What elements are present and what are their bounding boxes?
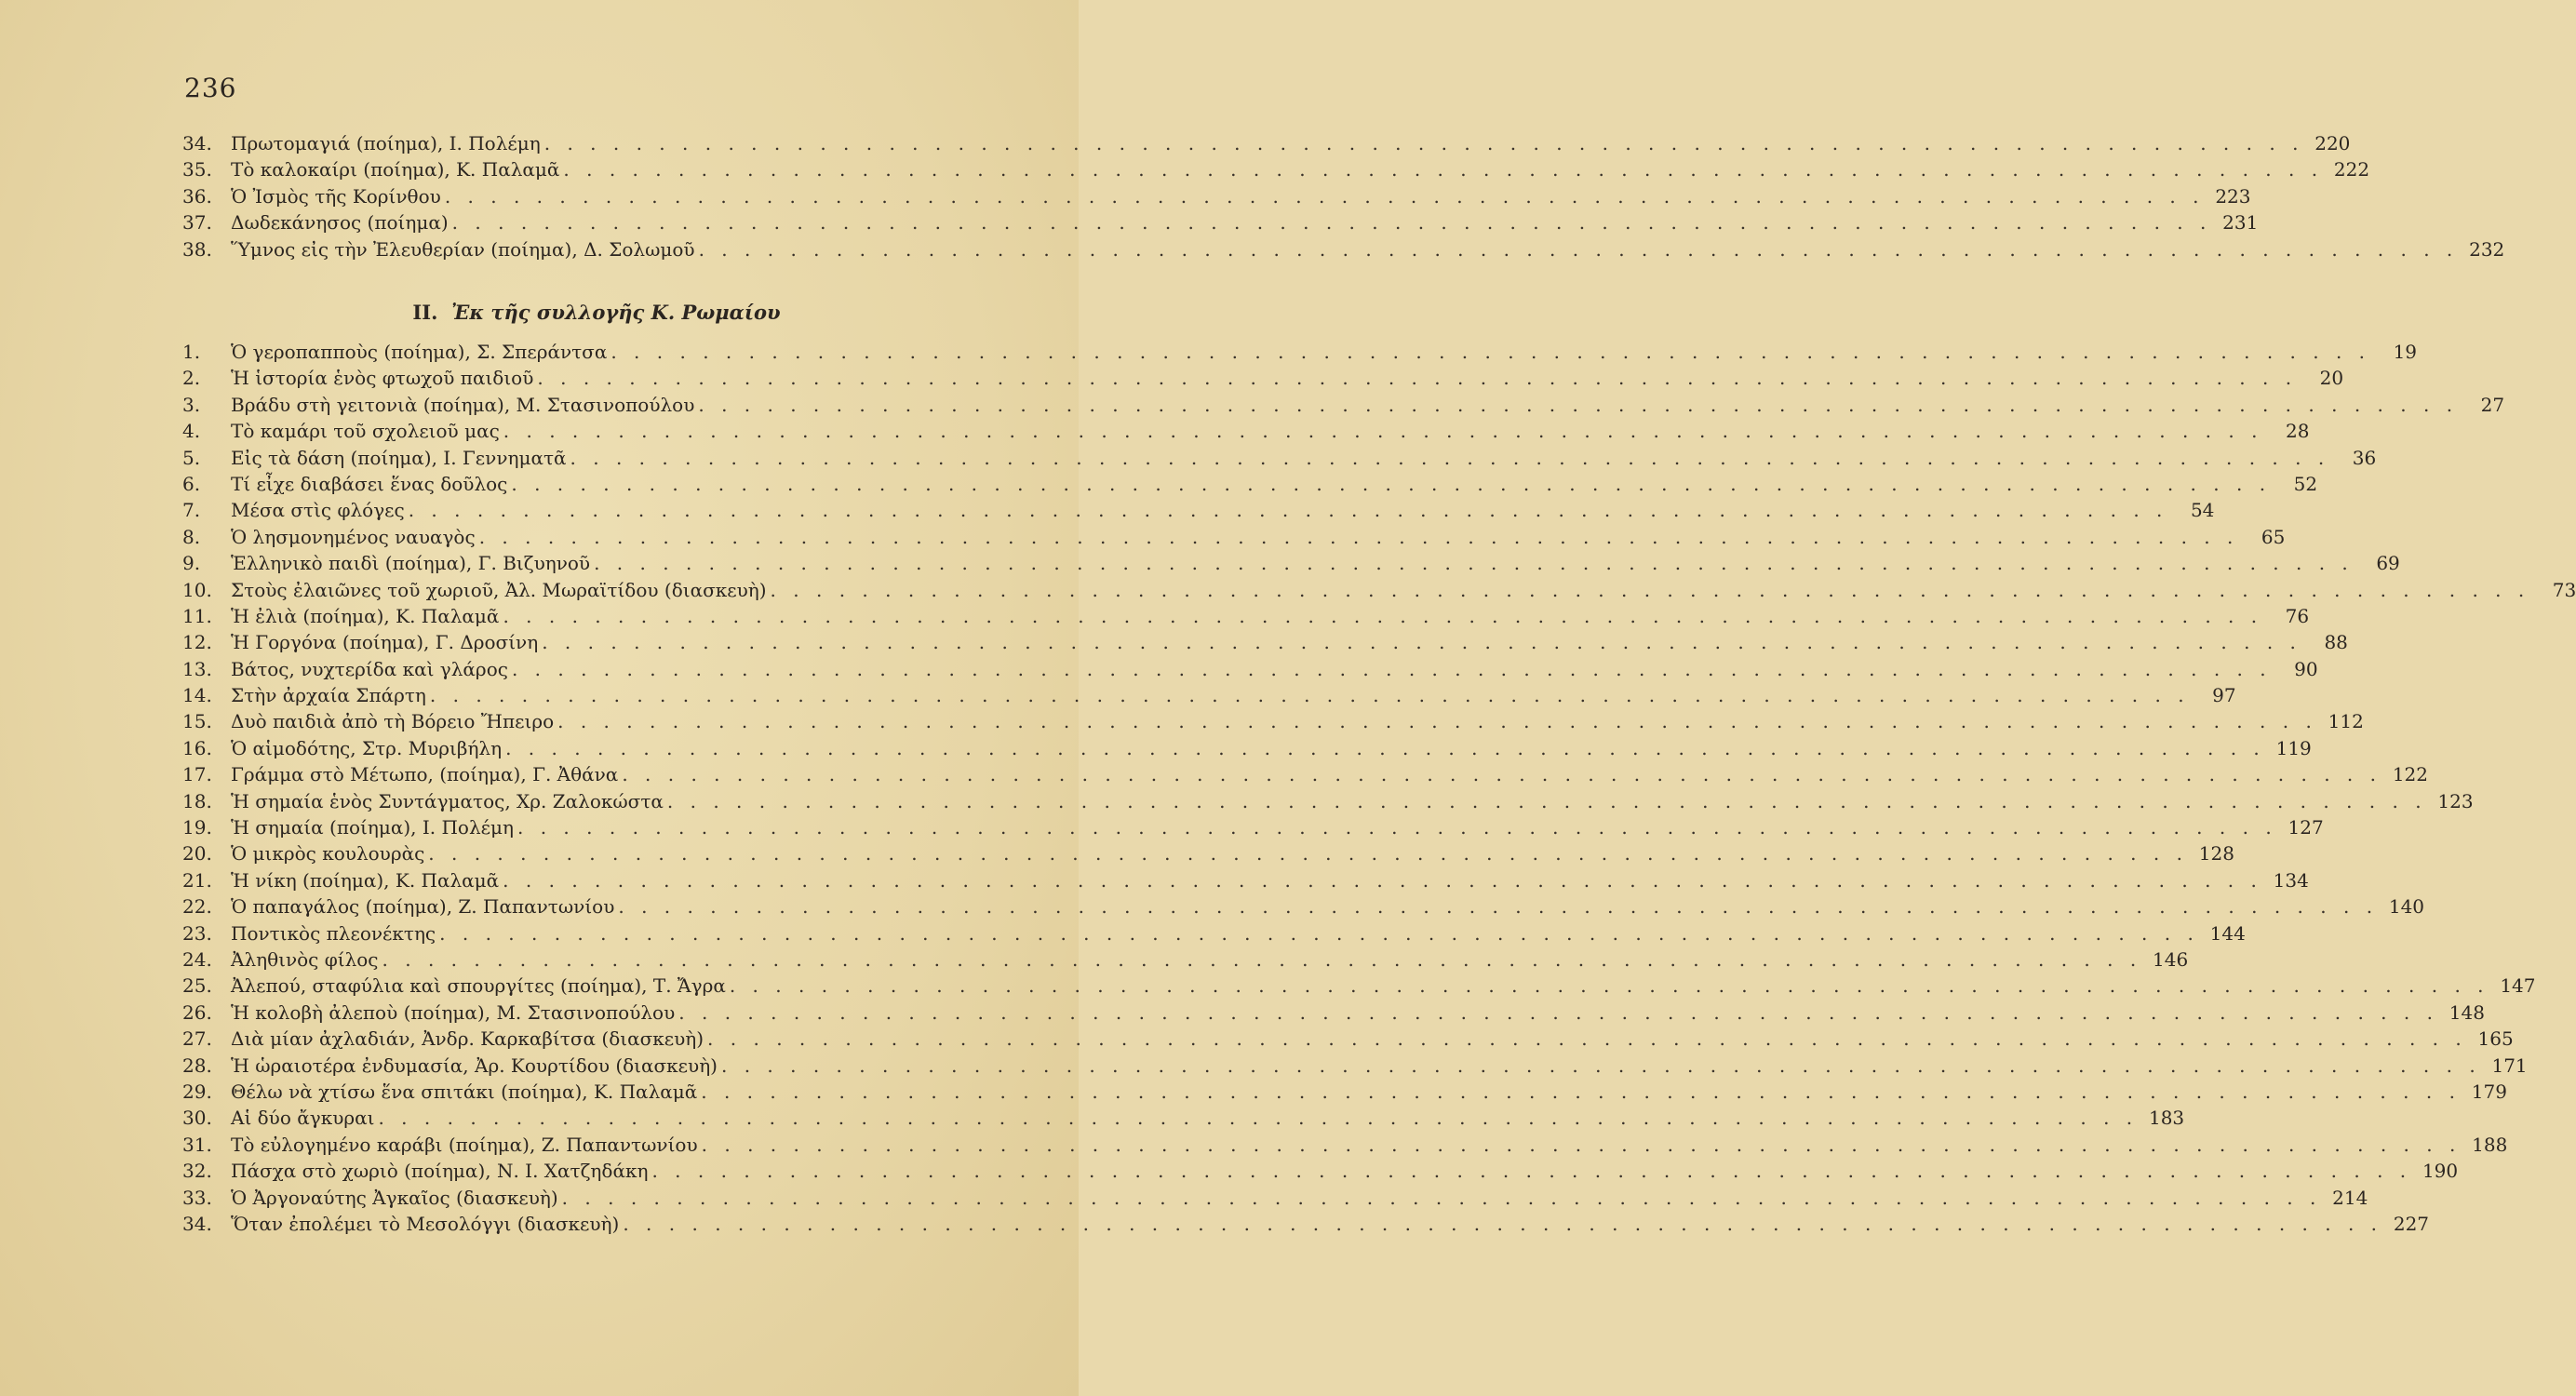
entry-title: Τὸ εὐλογημένο καράβι (ποίημα), Ζ. Παπαντωνίου bbox=[231, 1133, 698, 1156]
toc-entry bbox=[182, 524, 2286, 550]
toc-entry bbox=[182, 497, 2215, 523]
entry-page-number: 122 bbox=[2392, 763, 2428, 786]
entry-number: 30. bbox=[182, 1107, 212, 1130]
entry-number: 20. bbox=[182, 842, 212, 866]
toc-entry bbox=[182, 183, 2251, 209]
dot-leader bbox=[622, 761, 2381, 787]
entry-page-number: 134 bbox=[2273, 868, 2309, 892]
entry-title: Ἀλεπού, σταφύλια καὶ σπουργίτες (ποίημα), Τ. Ἄγρα bbox=[231, 974, 726, 998]
entry-page-number: 231 bbox=[2222, 211, 2259, 235]
entry-number: 24. bbox=[182, 947, 212, 971]
entry-number: 29. bbox=[182, 1080, 212, 1103]
entry-page-number: 220 bbox=[2314, 132, 2351, 154]
entry-page-number: 232 bbox=[2469, 237, 2505, 261]
dot-leader bbox=[428, 840, 2188, 866]
entry-page-number: 123 bbox=[2437, 789, 2474, 812]
toc-entry bbox=[182, 893, 2425, 919]
entry-title: Ὁ Ἰσμὸς τῆς Κορίνθου bbox=[231, 184, 441, 208]
entry-page-number: 73 bbox=[2552, 578, 2576, 601]
entry-title: Ὕμνος εἰς τὴν Ἐλευθερίαν (ποίημα), Δ. Σολωμοῦ bbox=[231, 237, 695, 261]
toc-entry bbox=[182, 1211, 2430, 1237]
dot-leader bbox=[503, 418, 2263, 444]
entry-page-number: 147 bbox=[2500, 974, 2536, 998]
entry-page-number: 54 bbox=[2190, 499, 2215, 522]
entry-page-number: 146 bbox=[2153, 947, 2189, 971]
dot-leader bbox=[651, 1158, 2411, 1184]
entry-title: Εἰς τὰ δάση (ποίημα), Ι. Γεννηματᾶ bbox=[231, 446, 567, 469]
entry-number: 8. bbox=[182, 525, 201, 548]
toc-entry bbox=[182, 392, 2505, 418]
entry-number: 19. bbox=[182, 816, 212, 839]
dot-leader bbox=[562, 1185, 2322, 1211]
dot-leader bbox=[505, 735, 2265, 761]
dot-leader bbox=[702, 1132, 2462, 1158]
entry-number: 4. bbox=[182, 420, 201, 443]
toc-entry bbox=[182, 236, 2505, 262]
dot-leader bbox=[667, 788, 2427, 814]
entry-title: Ποντικὸς πλεονέκτης bbox=[231, 921, 436, 945]
toc-entry bbox=[182, 656, 2318, 682]
dot-leader bbox=[378, 1105, 2138, 1131]
dot-leader bbox=[563, 156, 2323, 182]
entry-number: 28. bbox=[182, 1054, 212, 1077]
section-heading-text: Ἐκ τῆς συλλογῆς Κ. Ρωμαίου bbox=[451, 301, 781, 324]
toc-entry bbox=[182, 603, 2310, 629]
toc-entry bbox=[182, 629, 2348, 655]
entry-number: 33. bbox=[182, 1186, 212, 1209]
toc-entry bbox=[182, 339, 2418, 365]
toc-entry bbox=[182, 946, 2189, 973]
toc-entry bbox=[182, 814, 2324, 840]
entry-page-number: 179 bbox=[2471, 1080, 2507, 1103]
entry-title: Ὁ μικρὸς κουλουρὰς bbox=[231, 842, 425, 866]
entry-page-number: 222 bbox=[2333, 158, 2370, 181]
entry-page-number: 140 bbox=[2388, 895, 2425, 919]
entry-number: 36. bbox=[182, 184, 212, 208]
dot-leader bbox=[503, 603, 2262, 629]
entry-page-number: 127 bbox=[2288, 816, 2324, 839]
entry-title: Δυὸ παιδιὰ ἀπὸ τὴ Βόρειο Ἤπειρο bbox=[231, 710, 555, 733]
entry-number: 14. bbox=[182, 684, 212, 707]
entry-page-number: 165 bbox=[2477, 1027, 2514, 1051]
dot-leader bbox=[570, 445, 2330, 471]
entry-number: 25. bbox=[182, 974, 212, 998]
toc-entry bbox=[182, 867, 2309, 893]
entry-page-number: 112 bbox=[2328, 710, 2364, 733]
entry-number: 7. bbox=[182, 499, 201, 522]
entry-number: 32. bbox=[182, 1160, 212, 1183]
entry-page-number: 190 bbox=[2422, 1160, 2459, 1183]
entry-number: 37. bbox=[182, 211, 212, 235]
dot-leader bbox=[701, 1079, 2461, 1105]
entry-title: Ὁ αἱμοδότης, Στρ. Μυριβήλη bbox=[231, 736, 503, 759]
entry-page-number: 65 bbox=[2261, 525, 2286, 548]
entry-page-number: 188 bbox=[2472, 1133, 2508, 1156]
entry-number: 18. bbox=[182, 789, 212, 812]
entry-title: Ἡ σημαία ἑνὸς Συντάγματος, Χρ. Ζαλοκώστα bbox=[231, 789, 664, 812]
toc-entry bbox=[182, 209, 2259, 235]
entry-page-number: 148 bbox=[2449, 1000, 2485, 1024]
entry-title: Πάσχα στὸ χωριὸ (ποίημα), Ν. Ι. Χατζηδάκη bbox=[231, 1160, 649, 1183]
entry-title: Τὸ καλοκαίρι (ποίημα), Κ. Παλαμᾶ bbox=[231, 158, 560, 181]
entry-title: Γράμμα στὸ Μέτωπο, (ποίημα), Γ. Ἀθάνα bbox=[231, 763, 619, 786]
entry-title: Ὁ γεροπαπποὺς (ποίημα), Σ. Σπεράντσα bbox=[231, 341, 608, 363]
entry-title: Στὴν ἀρχαία Σπάρτη bbox=[231, 684, 426, 707]
toc-entry bbox=[182, 735, 2312, 761]
dot-leader bbox=[542, 629, 2301, 655]
entry-number: 6. bbox=[182, 472, 201, 495]
dot-leader bbox=[721, 1053, 2481, 1079]
entry-number: 22. bbox=[182, 895, 212, 919]
entry-page-number: 19 bbox=[2393, 341, 2418, 363]
entry-page-number: 119 bbox=[2275, 736, 2312, 759]
entry-page-number: 227 bbox=[2393, 1212, 2430, 1235]
toc-entry bbox=[182, 471, 2318, 497]
toc-entry bbox=[182, 1132, 2508, 1158]
entry-page-number: 97 bbox=[2212, 684, 2236, 707]
entry-number: 10. bbox=[182, 578, 212, 601]
dot-leader bbox=[409, 497, 2168, 523]
dot-leader bbox=[730, 973, 2489, 999]
dot-leader bbox=[618, 893, 2378, 919]
entry-page-number: 36 bbox=[2352, 446, 2377, 469]
entry-page-number: 52 bbox=[2293, 472, 2318, 495]
entry-number: 1. bbox=[182, 341, 201, 363]
dot-leader bbox=[479, 524, 2239, 550]
dot-leader bbox=[430, 682, 2190, 708]
dot-leader bbox=[699, 236, 2459, 262]
entry-page-number: 183 bbox=[2148, 1107, 2185, 1130]
toc-entry bbox=[182, 1000, 2485, 1026]
entry-title: Δωδεκάνησος (ποίημα) bbox=[231, 211, 449, 235]
entry-title: Διὰ μίαν ἀχλαδιάν, Ἀνδρ. Καρκαβίτσα (διασκευὴ) bbox=[231, 1027, 704, 1051]
toc-entry bbox=[182, 973, 2536, 999]
entry-number: 31. bbox=[182, 1133, 212, 1156]
entry-title: Ἡ σημαία (ποίημα), Ι. Πολέμη bbox=[231, 816, 514, 839]
entry-title: Ὅταν ἐπολέμει τὸ Μεσολόγγι (διασκευὴ) bbox=[231, 1212, 620, 1235]
dot-leader bbox=[537, 365, 2297, 391]
entry-page-number: 171 bbox=[2491, 1054, 2528, 1077]
toc-entry bbox=[182, 577, 2576, 603]
entry-title: Ἡ ἐλιὰ (ποίημα), Κ. Παλαμᾶ bbox=[231, 604, 500, 627]
toc-entry bbox=[182, 840, 2234, 866]
toc-entry bbox=[182, 445, 2377, 471]
dot-leader bbox=[771, 577, 2530, 603]
dot-leader bbox=[439, 920, 2199, 946]
dot-leader bbox=[544, 130, 2304, 156]
dot-leader bbox=[678, 1000, 2438, 1026]
entry-title: Αἱ δύο ἄγκυραι bbox=[231, 1107, 375, 1130]
entry-title: Ἡ ἱστορία ἑνὸς φτωχοῦ παιδιοῦ bbox=[231, 367, 534, 390]
entry-page-number: 128 bbox=[2198, 842, 2234, 866]
dot-leader bbox=[623, 1211, 2382, 1237]
entry-page-number: 20 bbox=[2319, 367, 2344, 390]
dot-leader bbox=[707, 1026, 2467, 1052]
entry-title: Τὸ καμάρι τοῦ σχολειοῦ μας bbox=[231, 420, 500, 443]
toc-section-romaiou bbox=[182, 300, 2576, 1237]
toc-section-continued bbox=[182, 130, 2505, 262]
toc-entry bbox=[182, 708, 2364, 734]
entry-title: Στοὺς ἐλαιῶνες τοῦ χωριοῦ, Ἀλ. Μωραϊτίδου (διασκευὴ) bbox=[231, 578, 767, 601]
toc-entry bbox=[182, 1158, 2459, 1184]
entry-number: 27. bbox=[182, 1027, 212, 1051]
entry-title: Ἡ Γοργόνα (ποίημα), Γ. Δροσίνη bbox=[231, 631, 539, 654]
entry-page-number: 90 bbox=[2294, 657, 2318, 680]
entry-number: 17. bbox=[182, 763, 212, 786]
entry-title: Ἡ ὡραιοτέρα ἐνδυμασία, Ἀρ. Κουρτίδου (διασκευὴ) bbox=[231, 1054, 718, 1077]
entry-number: 11. bbox=[182, 604, 212, 627]
entry-number: 34. bbox=[182, 1212, 212, 1235]
section-heading bbox=[238, 300, 955, 326]
entry-number: 12. bbox=[182, 631, 212, 654]
toc-entry bbox=[182, 1079, 2507, 1105]
page-number: 236 bbox=[184, 73, 237, 103]
entry-title: Πρωτομαγιά (ποίημα), Ι. Πολέμη bbox=[231, 132, 541, 154]
dot-leader bbox=[503, 867, 2262, 893]
dot-leader bbox=[445, 183, 2205, 209]
entry-number: 9. bbox=[182, 552, 201, 575]
entry-title: Ἡ κολοβὴ ἀλεποὺ (ποίημα), Μ. Στασινοπούλου bbox=[231, 1000, 676, 1024]
entry-title: Ἡ νίκη (ποίημα), Κ. Παλαμᾶ bbox=[231, 868, 500, 892]
dot-leader bbox=[517, 814, 2277, 840]
toc-entry bbox=[182, 156, 2370, 182]
dot-leader bbox=[512, 656, 2272, 682]
section-roman-numeral: ΙΙ. bbox=[412, 301, 438, 324]
toc-entry bbox=[182, 550, 2400, 576]
entry-title: Θέλω νὰ χτίσω ἕνα σπιτάκι (ποίημα), Κ. Παλαμᾶ bbox=[231, 1080, 698, 1103]
entry-number: 23. bbox=[182, 921, 212, 945]
entry-page-number: 144 bbox=[2209, 921, 2246, 945]
entry-title: Ἀληθινὸς φίλος bbox=[231, 947, 379, 971]
entry-number: 38. bbox=[182, 237, 212, 261]
toc-entry bbox=[182, 788, 2474, 814]
dot-leader bbox=[452, 209, 2212, 235]
dot-leader bbox=[511, 471, 2271, 497]
entry-number: 34. bbox=[182, 132, 212, 154]
entry-title: Βάτος, νυχτερίδα καὶ γλάρος bbox=[231, 657, 508, 680]
toc-entry bbox=[182, 1105, 2185, 1131]
entry-title: Βράδυ στὴ γειτονιὰ (ποίημα), Μ. Στασινοπούλου bbox=[231, 393, 695, 416]
toc-entry bbox=[182, 682, 2236, 708]
toc-entry bbox=[182, 1026, 2514, 1052]
toc-entry bbox=[182, 418, 2310, 444]
toc-entry bbox=[182, 761, 2428, 787]
entry-number: 26. bbox=[182, 1000, 212, 1024]
entry-page-number: 223 bbox=[2215, 184, 2251, 208]
toc-entry bbox=[182, 1185, 2368, 1211]
entry-page-number: 88 bbox=[2324, 631, 2348, 654]
toc-entry bbox=[182, 1053, 2528, 1079]
entry-number: 35. bbox=[182, 158, 212, 181]
entry-title: Ὁ παπαγάλος (ποίημα), Ζ. Παπαντωνίου bbox=[231, 895, 615, 919]
entry-number: 21. bbox=[182, 868, 212, 892]
entry-number: 15. bbox=[182, 710, 212, 733]
entry-number: 5. bbox=[182, 446, 201, 469]
entry-title: Ὁ λησμονημένος ναυαγὸς bbox=[231, 525, 476, 548]
dot-leader bbox=[382, 946, 2142, 973]
entry-page-number: 69 bbox=[2376, 552, 2400, 575]
entry-title: Ὁ Ἀργοναύτης Ἀγκαῖος (διασκευὴ) bbox=[231, 1186, 558, 1209]
entry-number: 2. bbox=[182, 367, 201, 390]
entry-number: 13. bbox=[182, 657, 212, 680]
dot-leader bbox=[557, 708, 2317, 734]
dot-leader bbox=[594, 550, 2354, 576]
entry-title: Ἑλληνικὸ παιδὶ (ποίημα), Γ. Βιζυηνοῦ bbox=[231, 552, 591, 575]
entry-page-number: 27 bbox=[2480, 393, 2505, 416]
dot-leader bbox=[698, 392, 2458, 418]
toc-entry bbox=[182, 130, 2351, 156]
entry-page-number: 214 bbox=[2332, 1186, 2368, 1209]
entry-number: 16. bbox=[182, 736, 212, 759]
dot-leader bbox=[610, 339, 2370, 365]
entry-page-number: 28 bbox=[2286, 420, 2310, 443]
toc-entry bbox=[182, 920, 2246, 946]
toc-entry bbox=[182, 365, 2344, 391]
entry-title: Τί εἶχε διαβάσει ἕνας δοῦλος bbox=[231, 472, 508, 495]
entry-page-number: 76 bbox=[2285, 604, 2310, 627]
entry-title: Μέσα στὶς φλόγες bbox=[231, 499, 405, 522]
entry-number: 3. bbox=[182, 393, 201, 416]
